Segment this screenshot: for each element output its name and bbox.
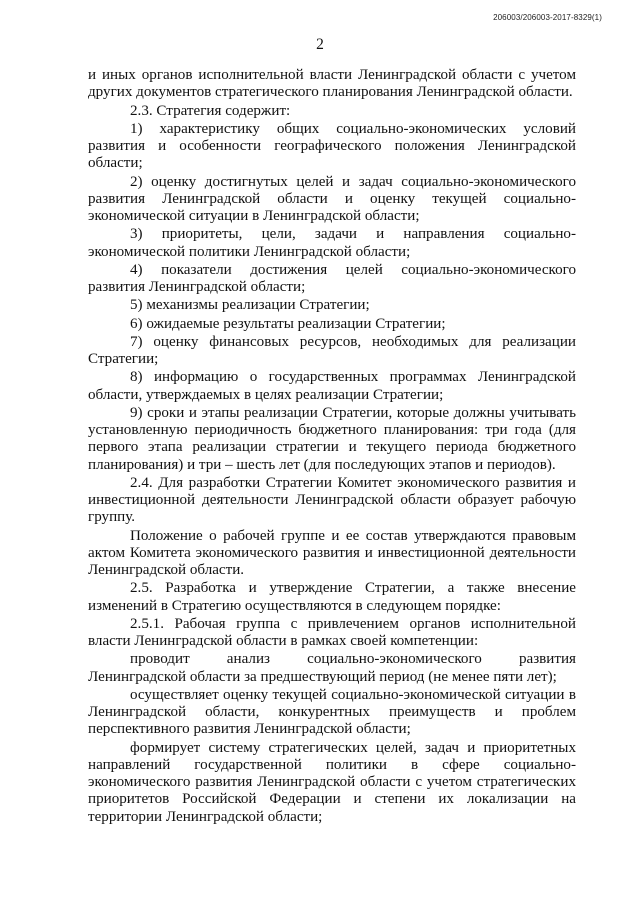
paragraph-working-group: Положение о рабочей группе и ее состав утверждаются правовым актом Комитета экономического развития и инвестиционной деятельности Ленинградской области.	[88, 527, 576, 578]
paragraph-2-4: 2.4. Для разработки Стратегии Комитет экономического развития и инвестиционной деятельности Ленинградской области образует рабочую группу.	[88, 474, 576, 526]
list-item-9: 9) сроки и этапы реализации Стратегии, которые должны учитывать установленную периодичность бюджетного планирования: три года (для первого этапа реализации стратегии и текущего периода бюджетного планирования) и три – шесть лет (для последующих этапов и периодов).	[88, 404, 576, 473]
paragraph-2-3: 2.3. Стратегия содержит:	[130, 102, 291, 119]
list-item-8: 8) информацию о государственных программах Ленинградской области, утверждаемых в целях реализации Стратегии;	[88, 369, 576, 403]
list-item-7: 7) оценку финансовых ресурсов, необходимых для реализации Стратегии;	[88, 333, 576, 367]
task-goal-system: формирует систему стратегических целей, задач и приоритетных направлений государственной политики в сфере социально-экономического развития Ленинградской области с учетом стратегических приоритетов Российской Федерации и степени их локализации на территории Ленинградской области;	[88, 739, 576, 825]
task-assessment: осуществляет оценку текущей социально-экономической ситуации в Ленинградской области, конкурентных преимуществ и проблем перспективного развития Ленинградской области;	[88, 686, 576, 738]
paragraph-2-5-1: 2.5.1. Рабочая группа с привлечением органов исполнительной власти Ленинградской области в рамках своей компетенции:	[88, 615, 576, 649]
list-item-1: 1) характеристику общих социально-экономических условий развития и особенности географического положения Ленинградской области;	[88, 120, 576, 172]
list-item-5: 5) механизмы реализации Стратегии;	[130, 297, 370, 314]
document-body	[88, 67, 576, 826]
list-item-6: 6) ожидаемые результаты реализации Стратегии;	[130, 315, 446, 332]
paragraph-continuation: и иных органов исполнительной власти Ленинградской области с учетом других документов стратегического планирования Ленинградской области.	[88, 67, 576, 101]
list-item-2: 2) оценку достигнутых целей и задач социально-экономического развития Ленинградской области и оценку текущей социально-экономической ситуации в Ленинградской области;	[88, 173, 576, 224]
list-item-4: 4) показатели достижения целей социально-экономического развития Ленинградской области;	[88, 261, 576, 295]
paragraph-2-5: 2.5. Разработка и утверждение Стратегии, а также внесение изменений в Стратегию осуществляются в следующем порядке:	[88, 580, 576, 614]
list-item-3: 3) приоритеты, цели, задачи и направления социально-экономической политики Ленинградской области;	[88, 226, 576, 260]
page-number: 2	[316, 36, 324, 53]
task-analysis: проводит анализ социально-экономического развития Ленинградской области за предшествующий период (не менее пяти лет);	[88, 651, 576, 685]
document-registration-code: 206003/206003-2017-8329(1)	[493, 13, 602, 22]
